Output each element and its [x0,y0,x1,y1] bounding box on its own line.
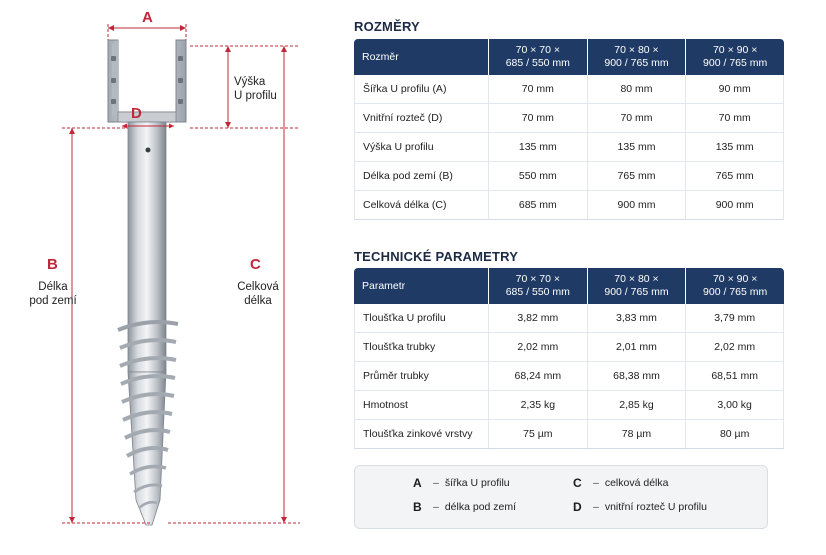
table-row [354,104,784,133]
c-line2: délka [244,295,272,307]
legend-dash: – [593,477,599,489]
cell: 900 mm [587,191,686,220]
table-row [354,75,784,104]
header-cell: 70 × 80 × 900 / 765 mm [587,268,686,304]
ground-screw-diagram [0,0,340,550]
row-label: Celková délka (C) [354,191,488,220]
cell: 68,24 mm [488,362,587,391]
legend-text: vnitřní rozteč U profilu [604,501,707,513]
legend-item-c [573,476,668,490]
header-cell: Rozměr [354,39,488,75]
table-row [354,304,784,333]
legend-key: C [573,476,582,490]
vyska-u-profilu-label [234,75,277,103]
cell: 80 mm [587,75,686,104]
row-label: Šířka U profilu (A) [354,75,488,104]
table-row [354,391,784,420]
technical-table [354,268,784,449]
dimensions-table [354,39,784,220]
cell: 765 mm [587,162,686,191]
table-row [354,191,784,220]
header-cell: 70 × 90 × 900 / 765 mm [685,39,784,75]
header-cell: 70 × 90 × 900 / 765 mm [685,268,784,304]
dimensions-title: ROZMĚRY [354,19,420,34]
legend-dash: – [593,501,599,513]
row-label: Délka pod zemí (B) [354,162,488,191]
celkova-delka-label [226,280,290,308]
cell: 685 mm [488,191,587,220]
row-label: Tloušťka trubky [354,333,488,362]
cell: 3,82 mm [488,304,587,333]
cell: 3,00 kg [685,391,784,420]
table-row [354,162,784,191]
tube [128,122,166,372]
ground-screw-illustration [0,0,340,550]
cell: 70 mm [685,104,784,133]
cell: 78 µm [587,420,686,449]
row-label: Hmotnost [354,391,488,420]
vyska-line2: U profilu [234,90,277,102]
legend-key: D [573,500,582,514]
legend-item-b [413,500,516,514]
table-header-row [354,268,784,304]
legend-text: délka pod zemí [444,501,517,513]
label-b: B [47,256,58,273]
legend-item-a [413,476,510,490]
legend-key: B [413,500,422,514]
cell: 70 mm [587,104,686,133]
legend-text: šířka U profilu [444,477,510,489]
cell: 550 mm [488,162,587,191]
cell: 3,83 mm [587,304,686,333]
cell: 3,79 mm [685,304,784,333]
legend-item-d [573,500,707,514]
row-label: Průměr trubky [354,362,488,391]
technical-title: TECHNICKÉ PARAMETRY [354,249,519,264]
cell: 75 µm [488,420,587,449]
vyska-line1: Výška [234,76,266,88]
cell: 2,02 mm [685,333,784,362]
legend-box [354,465,768,529]
header-cell: 70 × 80 × 900 / 765 mm [587,39,686,75]
b-line2: pod zemí [29,295,77,307]
legend-key: A [413,476,422,490]
cell: 765 mm [685,162,784,191]
delka-pod-zemi-label [18,280,88,308]
b-line1: Délka [38,281,68,293]
cell: 2,02 mm [488,333,587,362]
label-d: D [131,105,142,122]
cell: 68,51 mm [685,362,784,391]
row-label: Vnitřní rozteč (D) [354,104,488,133]
cell: 2,01 mm [587,333,686,362]
label-a: A [142,9,153,26]
row-label: Tloušťka U profilu [354,304,488,333]
cell: 135 mm [488,133,587,162]
cell: 70 mm [488,104,587,133]
cell: 2,35 kg [488,391,587,420]
c-line1: Celková [237,281,279,293]
label-c: C [250,256,261,273]
table-row [354,362,784,391]
row-label: Tloušťka zinkové vrstvy [354,420,488,449]
table-row [354,420,784,449]
cell: 68,38 mm [587,362,686,391]
header-cell: Parametr [354,268,488,304]
header-cell: 70 × 70 × 685 / 550 mm [488,268,587,304]
cell: 2,85 kg [587,391,686,420]
cell: 135 mm [587,133,686,162]
cell: 135 mm [685,133,784,162]
legend-dash: – [433,477,439,489]
legend-text: celková délka [604,477,669,489]
u-profile-bracket [108,40,186,122]
cell: 70 mm [488,75,587,104]
header-cell: 70 × 70 × 685 / 550 mm [488,39,587,75]
cell: 900 mm [685,191,784,220]
legend-dash: – [433,501,439,513]
row-label: Výška U profilu [354,133,488,162]
table-row [354,133,784,162]
table-row [354,333,784,362]
cell: 80 µm [685,420,784,449]
table-header-row [354,39,784,75]
cell: 90 mm [685,75,784,104]
